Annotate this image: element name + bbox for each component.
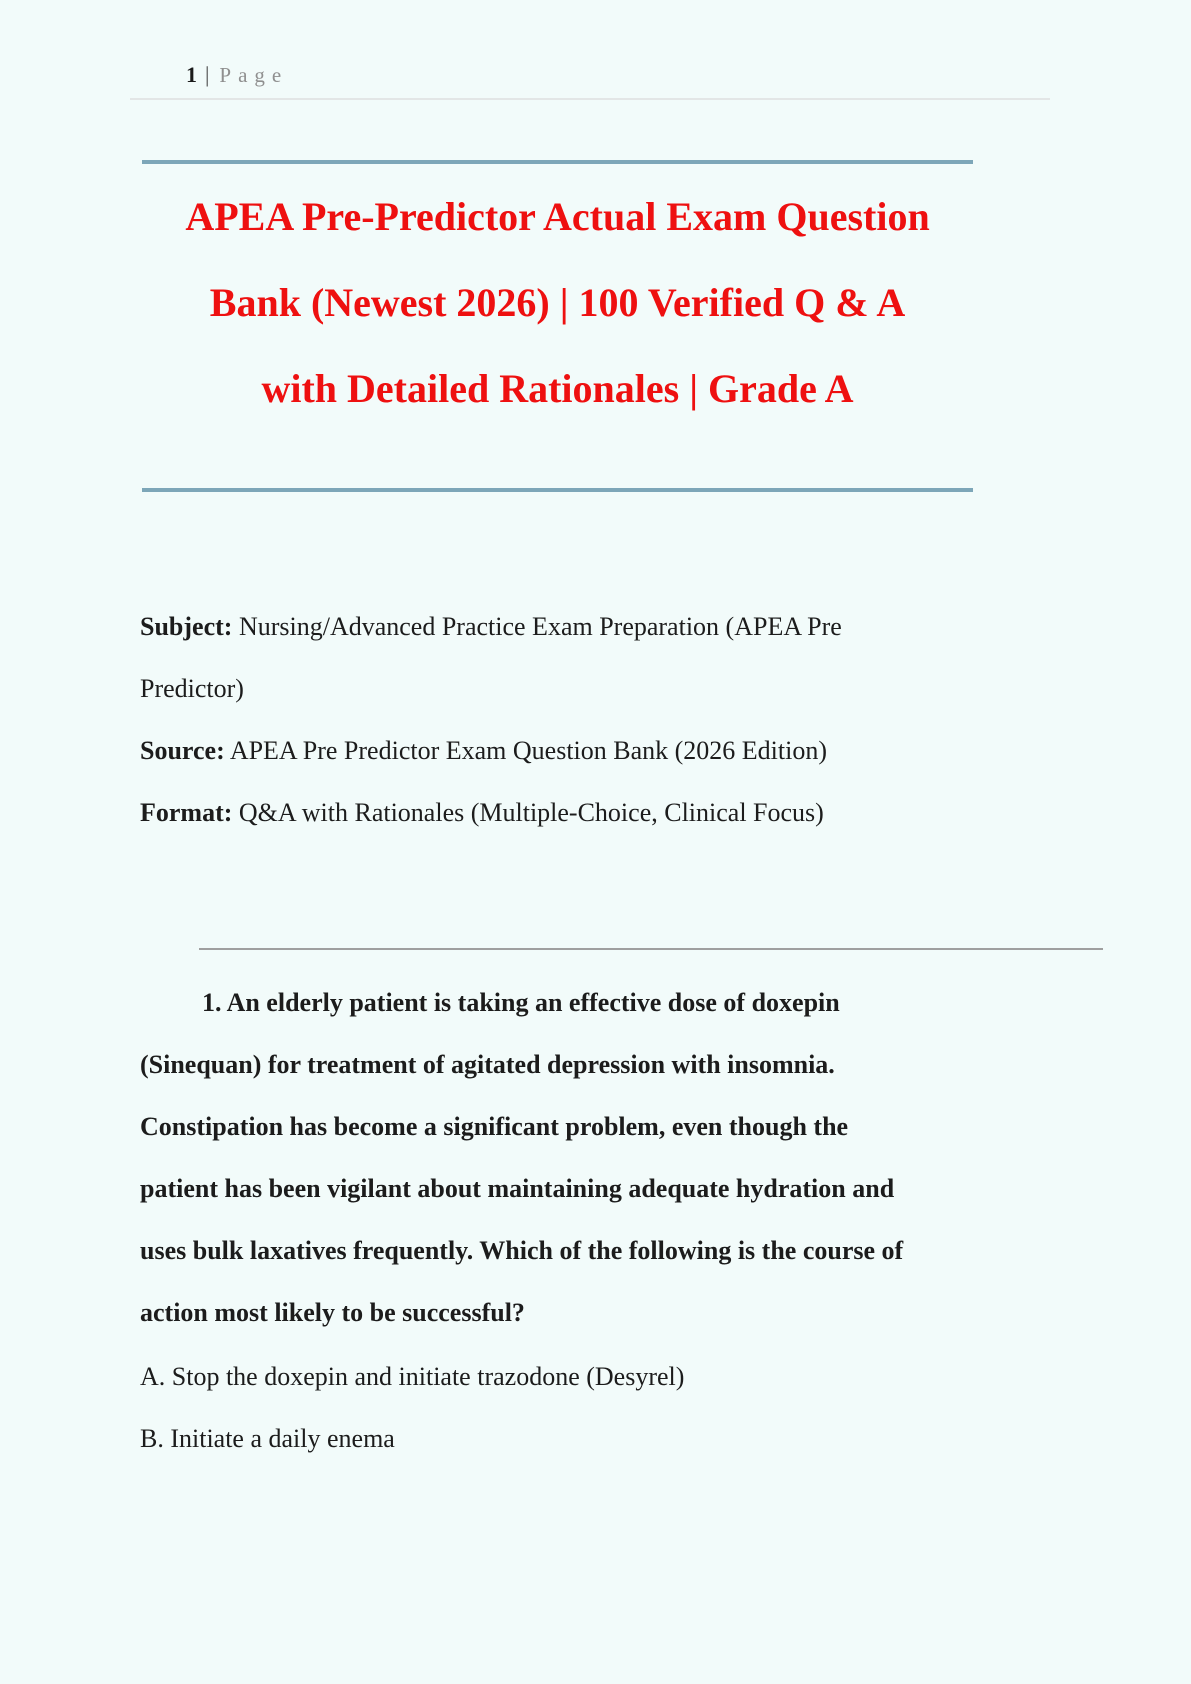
- meta-subject-value-cont: Predictor): [140, 674, 244, 703]
- question-line: action most likely to be successful?: [140, 1298, 525, 1327]
- answer-option-a: A. Stop the doxepin and initiate trazodone (Desyrel): [140, 1362, 685, 1391]
- page-number: 1: [186, 62, 197, 87]
- meta-format-label: Format:: [140, 798, 233, 827]
- document-title: [142, 160, 973, 492]
- section-divider: [199, 948, 1103, 950]
- meta-subject-line: [140, 596, 1080, 658]
- meta-subject-continuation: [140, 658, 1080, 720]
- meta-subject-value: Nursing/Advanced Practice Exam Preparation (APEA Pre: [238, 612, 842, 641]
- question-line: Constipation has become a significant problem, even though the: [140, 1112, 849, 1141]
- answer-option-b: B. Initiate a daily enema: [140, 1424, 395, 1453]
- page-header-label: Page: [219, 63, 289, 87]
- page-header: [130, 0, 1050, 100]
- page-header-separator: |: [205, 62, 210, 87]
- title-line-3: with Detailed Rationales | Grade A: [261, 366, 854, 411]
- question-line: (Sinequan) for treatment of agitated depression with insomnia.: [140, 1050, 835, 1079]
- meta-format-value: Q&A with Rationales (Multiple-Choice, Clinical Focus): [238, 798, 824, 827]
- question-line: 1. An elderly patient is taking an effective dose of doxepin: [202, 988, 840, 1017]
- question-1: [140, 972, 1100, 1344]
- meta-section: [140, 596, 1080, 844]
- question-line: uses bulk laxatives frequently. Which of the following is the course of: [140, 1236, 904, 1265]
- meta-source-value: APEA Pre Predictor Exam Question Bank (2026 Edition): [229, 736, 828, 765]
- meta-source-line: [140, 720, 1080, 782]
- meta-format-line: [140, 782, 1080, 844]
- meta-source-label: Source:: [140, 736, 225, 765]
- title-line-2: Bank (Newest 2026) | 100 Verified Q & A: [209, 280, 906, 325]
- question-line: patient has been vigilant about maintaining adequate hydration and: [140, 1174, 895, 1203]
- answer-options: [140, 1346, 1100, 1470]
- meta-subject-label: Subject:: [140, 612, 233, 641]
- title-line-1: APEA Pre-Predictor Actual Exam Question: [185, 194, 930, 239]
